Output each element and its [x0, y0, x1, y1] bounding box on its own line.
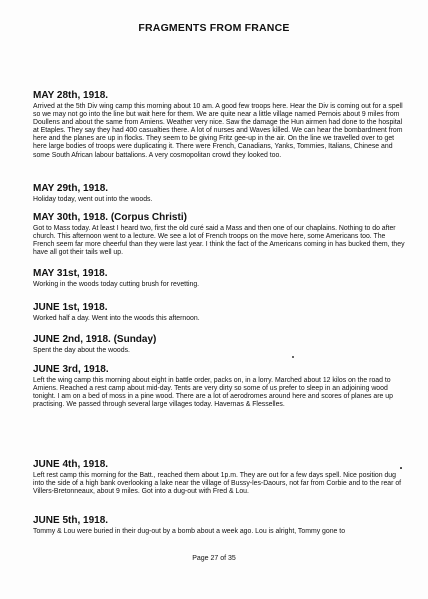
scan-speck — [292, 356, 294, 358]
entry-body: Left the wing camp this morning about eight in battle order, packs on, in a lorry. Marched about 12 kilos on the road to Amiens. Reached a rest camp about mid-day. Tents are very dirty so some of us prefer to sleep in an adjoining wood tonight. I am on a bed of moss in a pine wood. There are a lot of aerodromes around here and scores of planes are up practising. We passed through several large villages today. Havernas & Flesselles. — [33, 377, 393, 409]
diary-entry-may-28 — [33, 90, 405, 160]
entry-heading: MAY 31st, 1918. — [33, 268, 108, 279]
entry-body: Working in the woods today cutting brush for revetting. — [33, 281, 200, 288]
entry-body: Tommy & Lou were buried in their dug-out by a bomb about a week ago. Lou is alright, Tommy gone to — [33, 528, 346, 535]
entry-body: Spent the day about the woods. — [33, 347, 130, 354]
diary-entry-june-4 — [33, 459, 405, 496]
entry-body: Arrived at the 5th Div wing camp this morning about 10 am. A good few troops here. Hear the Div is coming out for a spell so we may not go into the line but wait here for them. We are quite near a little village named Pernois about 9 miles from Doullens and about the same from Amiens. Weather very nice. Saw the damage the Hun airmen had done to the hospital at Etaples. They say they had 400 casualties there. A lot of nurses and Waves killed. We can hear the bombardment from here and the planes are up in flocks. They seem to be giving Fritz gee-up in the air. On the line we travelled over to get here large bodies of troops were duplicating it. There were French, Canadians, Yanks, Tommies, Italians, Chinese and some South African labour battalions. A very cosmopolitan crowd they looked too. — [33, 103, 403, 159]
entry-heading: JUNE 1st, 1918. — [33, 302, 108, 313]
document-title: FRAGMENTS FROM FRANCE — [138, 22, 290, 34]
entry-heading: JUNE 3rd, 1918. — [33, 364, 109, 375]
entry-body: Got to Mass today. At least I heard two, first the old curé said a Mass and then one of our chaplains. Nothing to do after church. This afternoon went to a lecture. We see a lot of French troops on the move here, some Americans too. The French seem far more cheerful than they were last year. I think the fact of the Americans coming in has bucked them, they have all got their tails well up. — [33, 225, 405, 257]
entry-heading: MAY 28th, 1918. — [33, 90, 109, 101]
entry-heading: MAY 29th, 1918. — [33, 183, 109, 194]
entry-heading: JUNE 5th, 1918. — [33, 515, 109, 526]
entry-body: Worked half a day. Went into the woods this afternoon. — [33, 315, 200, 322]
diary-entry-may-29 — [33, 183, 405, 204]
diary-entry-june-1 — [33, 302, 405, 323]
entry-heading: JUNE 4th, 1918. — [33, 459, 109, 470]
diary-entry-june-5 — [33, 515, 405, 536]
page-number: Page 27 of 35 — [192, 555, 236, 562]
entry-heading: JUNE 2nd, 1918. (Sunday) — [33, 334, 157, 345]
diary-entry-may-30 — [33, 212, 405, 257]
scan-speck — [400, 467, 402, 469]
entry-body: Left rest camp this morning for the Batt., reached them about 1p.m. They are out for a few days spell. Nice position dug into the side of a high bank overlooking a lake near the village of Bussy-les-Daours, not far from Corbie and to the rear of Villers-Bretonneaux, about 9 miles. Got into a dug-out with Fred & Lou. — [33, 472, 402, 496]
diary-entry-may-31 — [33, 268, 405, 289]
entry-heading: MAY 30th, 1918. (Corpus Christi) — [33, 212, 187, 223]
entry-body: Holiday today, went out into the woods. — [33, 196, 153, 203]
diary-entry-june-3 — [33, 364, 405, 409]
diary-entry-june-2 — [33, 334, 405, 355]
